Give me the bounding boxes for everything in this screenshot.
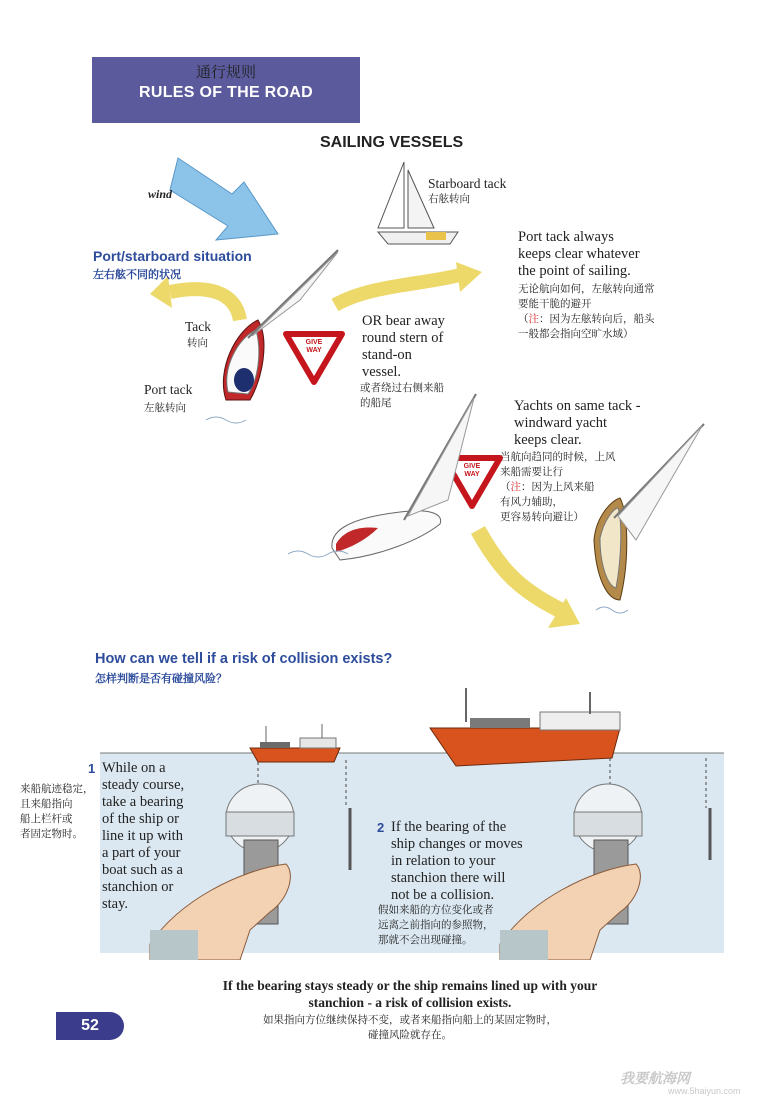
site-watermark: 我要航海网 — [620, 1070, 690, 1086]
port-tack-label: Port tack — [144, 382, 193, 397]
wind-label: wind — [148, 187, 173, 201]
header-title-en: RULES OF THE ROAD — [139, 84, 313, 101]
step-2-number: 2 — [377, 820, 385, 835]
header-title-zh: 通行规则 — [195, 63, 256, 81]
near-ship-icon — [430, 688, 620, 766]
step-1-zh: 来船航迹稳定， 且来船指向 船上栏杆或 者固定物时。 — [20, 783, 94, 840]
step-1-number: 1 — [88, 761, 96, 776]
port-tack-rule-text: Port tack always keeps clear whatever the point of sailing. — [518, 229, 640, 279]
tack-arrow-icon — [170, 289, 240, 320]
step-1-text: While on a steady course, take a bearing of the ship or line it up with a part of your boat such as a stanchion or stay. — [102, 760, 185, 912]
starboard-tack-zh: 右舷转向 — [428, 193, 470, 205]
same-tack-arrow-icon — [478, 530, 560, 610]
port-starboard-heading: Port/starboard situation — [93, 248, 252, 264]
same-tack-rule-text: Yachts on same tack - windward yacht keeps clear. — [514, 398, 641, 448]
page-number: 52 — [56, 1012, 124, 1040]
port-tack-yacht-icon — [223, 250, 338, 400]
summary-text: If the bearing stays steady or the ship remains lined up with your stanchion - a risk of collision exists. — [222, 978, 598, 1010]
tack-label-zh: 转向 — [187, 337, 208, 349]
site-watermark-url: www.5haiyun.com — [668, 1086, 741, 1096]
bear-away-arrow-icon — [335, 275, 460, 305]
give-way-sign-text: GIVE WAY — [463, 463, 481, 478]
wind-arrow-icon — [170, 158, 278, 240]
collision-heading-zh: 怎样判断是否有碰撞风险？ — [95, 672, 227, 685]
chapter-header — [92, 57, 360, 123]
same-tack-rule-zh: 当航向趋同的时候，上风 来船需要让行 （注：因为上风来船 有风力辅助， 更容易转向避让） — [500, 451, 616, 523]
step-2-zh: 假如来船的方位变化或者 远离之前指向的参照物， 那就不会出现碰撞。 — [378, 904, 494, 946]
port-starboard-heading-zh: 左右舷不同的状况 — [93, 268, 181, 281]
bear-away-zh: 或者绕过右侧来船 的船尾 — [360, 382, 444, 409]
summary-zh: 如果指向方位继续保持不变，或者来船指向船上的某固定物时， 碰撞风险就存在。 — [263, 1014, 557, 1041]
section-title: SAILING VESSELS — [320, 134, 464, 151]
distant-ship-icon — [250, 724, 340, 762]
collision-heading: How can we tell if a risk of collision exists? — [95, 651, 393, 667]
give-way-sign-text: GIVE WAY — [305, 339, 323, 354]
port-tack-label-zh: 左舷转向 — [144, 402, 186, 414]
tack-label: Tack — [185, 319, 212, 334]
bear-away-text: OR bear away round stern of stand-on vessel. — [362, 313, 445, 380]
step-2-text: If the bearing of the ship changes or moves in relation to your stanchion there will not be a collision. — [391, 819, 523, 903]
port-tack-rule-zh: 无论航向如何，左舷转向通常 要能干脆的避开 （注：因为左舷转向后，船头 一般都会指向空旷水域） — [518, 283, 655, 340]
starboard-tack-label: Starboard tack — [428, 176, 507, 191]
